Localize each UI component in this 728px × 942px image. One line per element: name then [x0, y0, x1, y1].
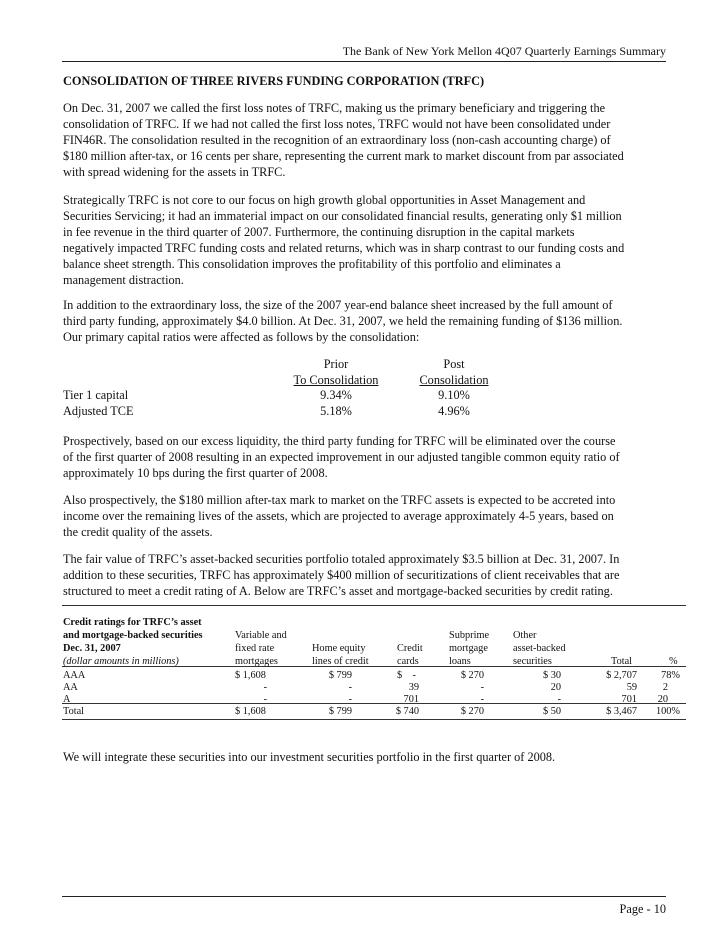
col-header-other-abs: Other	[513, 630, 537, 641]
table-title-line: Credit ratings for TRFC’s asset	[63, 617, 202, 628]
text-line: income over the remaining lives of the assets, which are projected to average approximately 4-5 years, based on	[63, 508, 614, 523]
text-line: $180 million after-tax, or 16 cents per share, representing the current mark to market discount from par associated	[63, 148, 624, 163]
text-line: Strategically TRFC is not core to our focus on high growth global opportunities in Asset Management and	[63, 193, 586, 207]
page-header: The Bank of New York Mellon 4Q07 Quarterly Earnings Summary	[342, 44, 666, 58]
table-cell: -	[480, 694, 484, 705]
table-cell: $ 799	[328, 706, 352, 717]
page-number: Page - 10	[619, 902, 666, 916]
table-cell: $ 1,608	[235, 670, 266, 681]
table-cell: 78%	[661, 670, 680, 681]
ratio-col-post-line2: Consolidation	[419, 373, 489, 387]
table-rule-top	[62, 605, 686, 606]
col-header-mortgages: fixed rate	[235, 643, 275, 654]
rating-label-a: A	[63, 694, 71, 705]
text-line: in fee revenue in the third quarter of 2007. Furthermore, the continuing disruption in the capital markets	[63, 224, 575, 239]
table-cell: $ 30	[542, 670, 561, 681]
table-cell: -	[263, 682, 267, 693]
text-line: Prospectively, based on our excess liquidity, the third party funding for TRFC will be eliminated over the course	[63, 434, 616, 448]
text-line: third party funding, approximately $4.0 billion. At Dec. 31, 2007, we held the remaining funding of $136 million.	[63, 313, 623, 328]
table-cell: $ 1,608	[235, 706, 266, 717]
header-rule	[62, 61, 666, 62]
section-title: CONSOLIDATION OF THREE RIVERS FUNDING CORPORATION (TRFC)	[63, 74, 485, 88]
col-header-subprime: Subprime	[449, 630, 490, 641]
table-cell: 59	[626, 682, 637, 693]
paragraph-consolidation	[63, 101, 673, 181]
paragraph-prospective-funding	[63, 434, 673, 482]
table-cell: $ 3,467	[606, 706, 637, 717]
paragraph-prospective-accretion	[63, 493, 673, 541]
ratio-post-value: 9.10%	[438, 388, 470, 402]
paragraph-integration	[63, 750, 673, 766]
col-header-credit-cards: Credit	[397, 643, 423, 654]
paragraph-fair-value	[63, 552, 673, 600]
col-header-home-equity: lines of credit	[312, 656, 369, 667]
footer-rule	[62, 896, 666, 897]
ratio-row-label: Adjusted TCE	[63, 404, 134, 418]
table-cell: $ -	[397, 670, 416, 681]
table-cell: 2	[662, 682, 668, 693]
table-rule-header	[62, 666, 686, 667]
table-cell: -	[348, 682, 352, 693]
table-cell: $ 799	[328, 670, 352, 681]
table-cell: 100%	[655, 706, 680, 717]
text-line: The fair value of TRFC’s asset-backed securities portfolio totaled approximately $3.5 billion at Dec. 31, 2007. In	[63, 552, 620, 566]
table-cell: $ 270	[460, 706, 484, 717]
rating-label-aa: AA	[63, 682, 78, 693]
table-cell: -	[263, 694, 267, 705]
col-header-total: Total	[611, 656, 633, 667]
text-line: approximately 10 bps during the first quarter of 2008.	[63, 465, 328, 480]
col-header-mortgages: mortgages	[235, 656, 278, 667]
table-units-note: (dollar amounts in millions)	[63, 656, 179, 667]
text-line: the credit quality of the assets.	[63, 524, 213, 539]
ratio-col-prior-line1: Prior	[323, 357, 349, 371]
text-line: On Dec. 31, 2007 we called the first loss notes of TRFC, making us the primary beneficiary and triggering the	[63, 101, 606, 115]
table-cell: $ 50	[542, 706, 561, 717]
col-header-home-equity: Home equity	[312, 643, 366, 654]
text-line: addition to these securities, TRFC has approximately $400 million of securitizations of client receivables that are	[63, 567, 620, 582]
table-cell: -	[557, 694, 561, 705]
col-header-other-abs: securities	[513, 656, 552, 667]
text-line: Our primary capital ratios were affected as follows by the consolidation:	[63, 329, 420, 344]
text-line: Securities Servicing; it had an immaterial impact on our consolidated financial results, generating only $1 million	[63, 208, 622, 223]
ratio-col-prior-line2: To Consolidation	[293, 373, 379, 387]
total-label: Total	[63, 706, 85, 717]
text-line: balance sheet strength. This consolidation improves the profitability of this portfolio and eliminates a	[63, 256, 561, 271]
text-line: structured to meet a credit rating of A. Below are TRFC’s asset and mortgage-backed securities by credit rating.	[63, 583, 613, 598]
paragraph-strategy	[63, 193, 673, 288]
col-header-credit-cards: cards	[397, 656, 419, 667]
paragraph-balance-sheet	[63, 298, 673, 346]
text-line: with spread widening for the assets in TRFC.	[63, 164, 286, 179]
text-line: management distraction.	[63, 272, 184, 287]
table-title-line: Dec. 31, 2007	[63, 643, 121, 654]
ratings-table-body	[63, 669, 683, 705]
table-rule-bottom	[62, 719, 686, 720]
ratio-prior-value: 5.18%	[320, 404, 352, 418]
col-header-other-abs: asset-backed	[513, 643, 566, 654]
table-cell: $ 2,707	[606, 670, 637, 681]
table-cell: 20	[550, 682, 561, 693]
ratings-table-total-row	[63, 705, 683, 719]
table-cell: 39	[408, 682, 419, 693]
text-line: of the first quarter of 2008 resulting in an expected improvement in our adjusted tangible common equity ratio of	[63, 449, 620, 464]
col-header-mortgages: Variable and	[235, 630, 287, 641]
ratio-row-label: Tier 1 capital	[63, 388, 129, 402]
text-line: consolidation of TRFC. If we had not called the first loss notes, TRFC would not have been consolidated under	[63, 116, 611, 131]
text-line: In addition to the extraordinary loss, the size of the 2007 year-end balance sheet increased by the full amount of	[63, 298, 613, 312]
table-cell: $ 740	[395, 706, 419, 717]
table-rule-total	[62, 703, 686, 704]
table-title-line: and mortgage-backed securities	[63, 630, 203, 641]
table-cell: -	[348, 694, 352, 705]
ratio-post-value: 4.96%	[438, 404, 470, 418]
col-header-subprime: mortgage	[449, 643, 488, 654]
table-cell: 20	[657, 694, 668, 705]
text-line: We will integrate these securities into our investment securities portfolio in the first quarter of 2008.	[63, 750, 556, 764]
text-line: Also prospectively, the $180 million after-tax mark to market on the TRFC assets is expected to be accreted into	[63, 493, 616, 507]
table-cell: $ 270	[460, 670, 484, 681]
col-header-percent: %	[669, 656, 678, 667]
table-cell: 701	[621, 694, 637, 705]
col-header-subprime: loans	[449, 656, 471, 667]
ratio-prior-value: 9.34%	[320, 388, 352, 402]
text-line: FIN46R. The consolidation resulted in the recognition of an extraordinary loss (non-cash accounting charge) of	[63, 132, 611, 147]
rating-label-aaa: AAA	[63, 670, 86, 681]
text-line: negatively impacted TRFC funding costs and related returns, which was in sharp contrast to our funding costs and	[63, 240, 625, 255]
capital-ratios-table	[63, 357, 663, 421]
ratings-table-header	[63, 616, 683, 668]
table-cell: -	[480, 682, 484, 693]
table-cell: 701	[403, 694, 419, 705]
ratio-col-post-line1: Post	[443, 357, 465, 371]
